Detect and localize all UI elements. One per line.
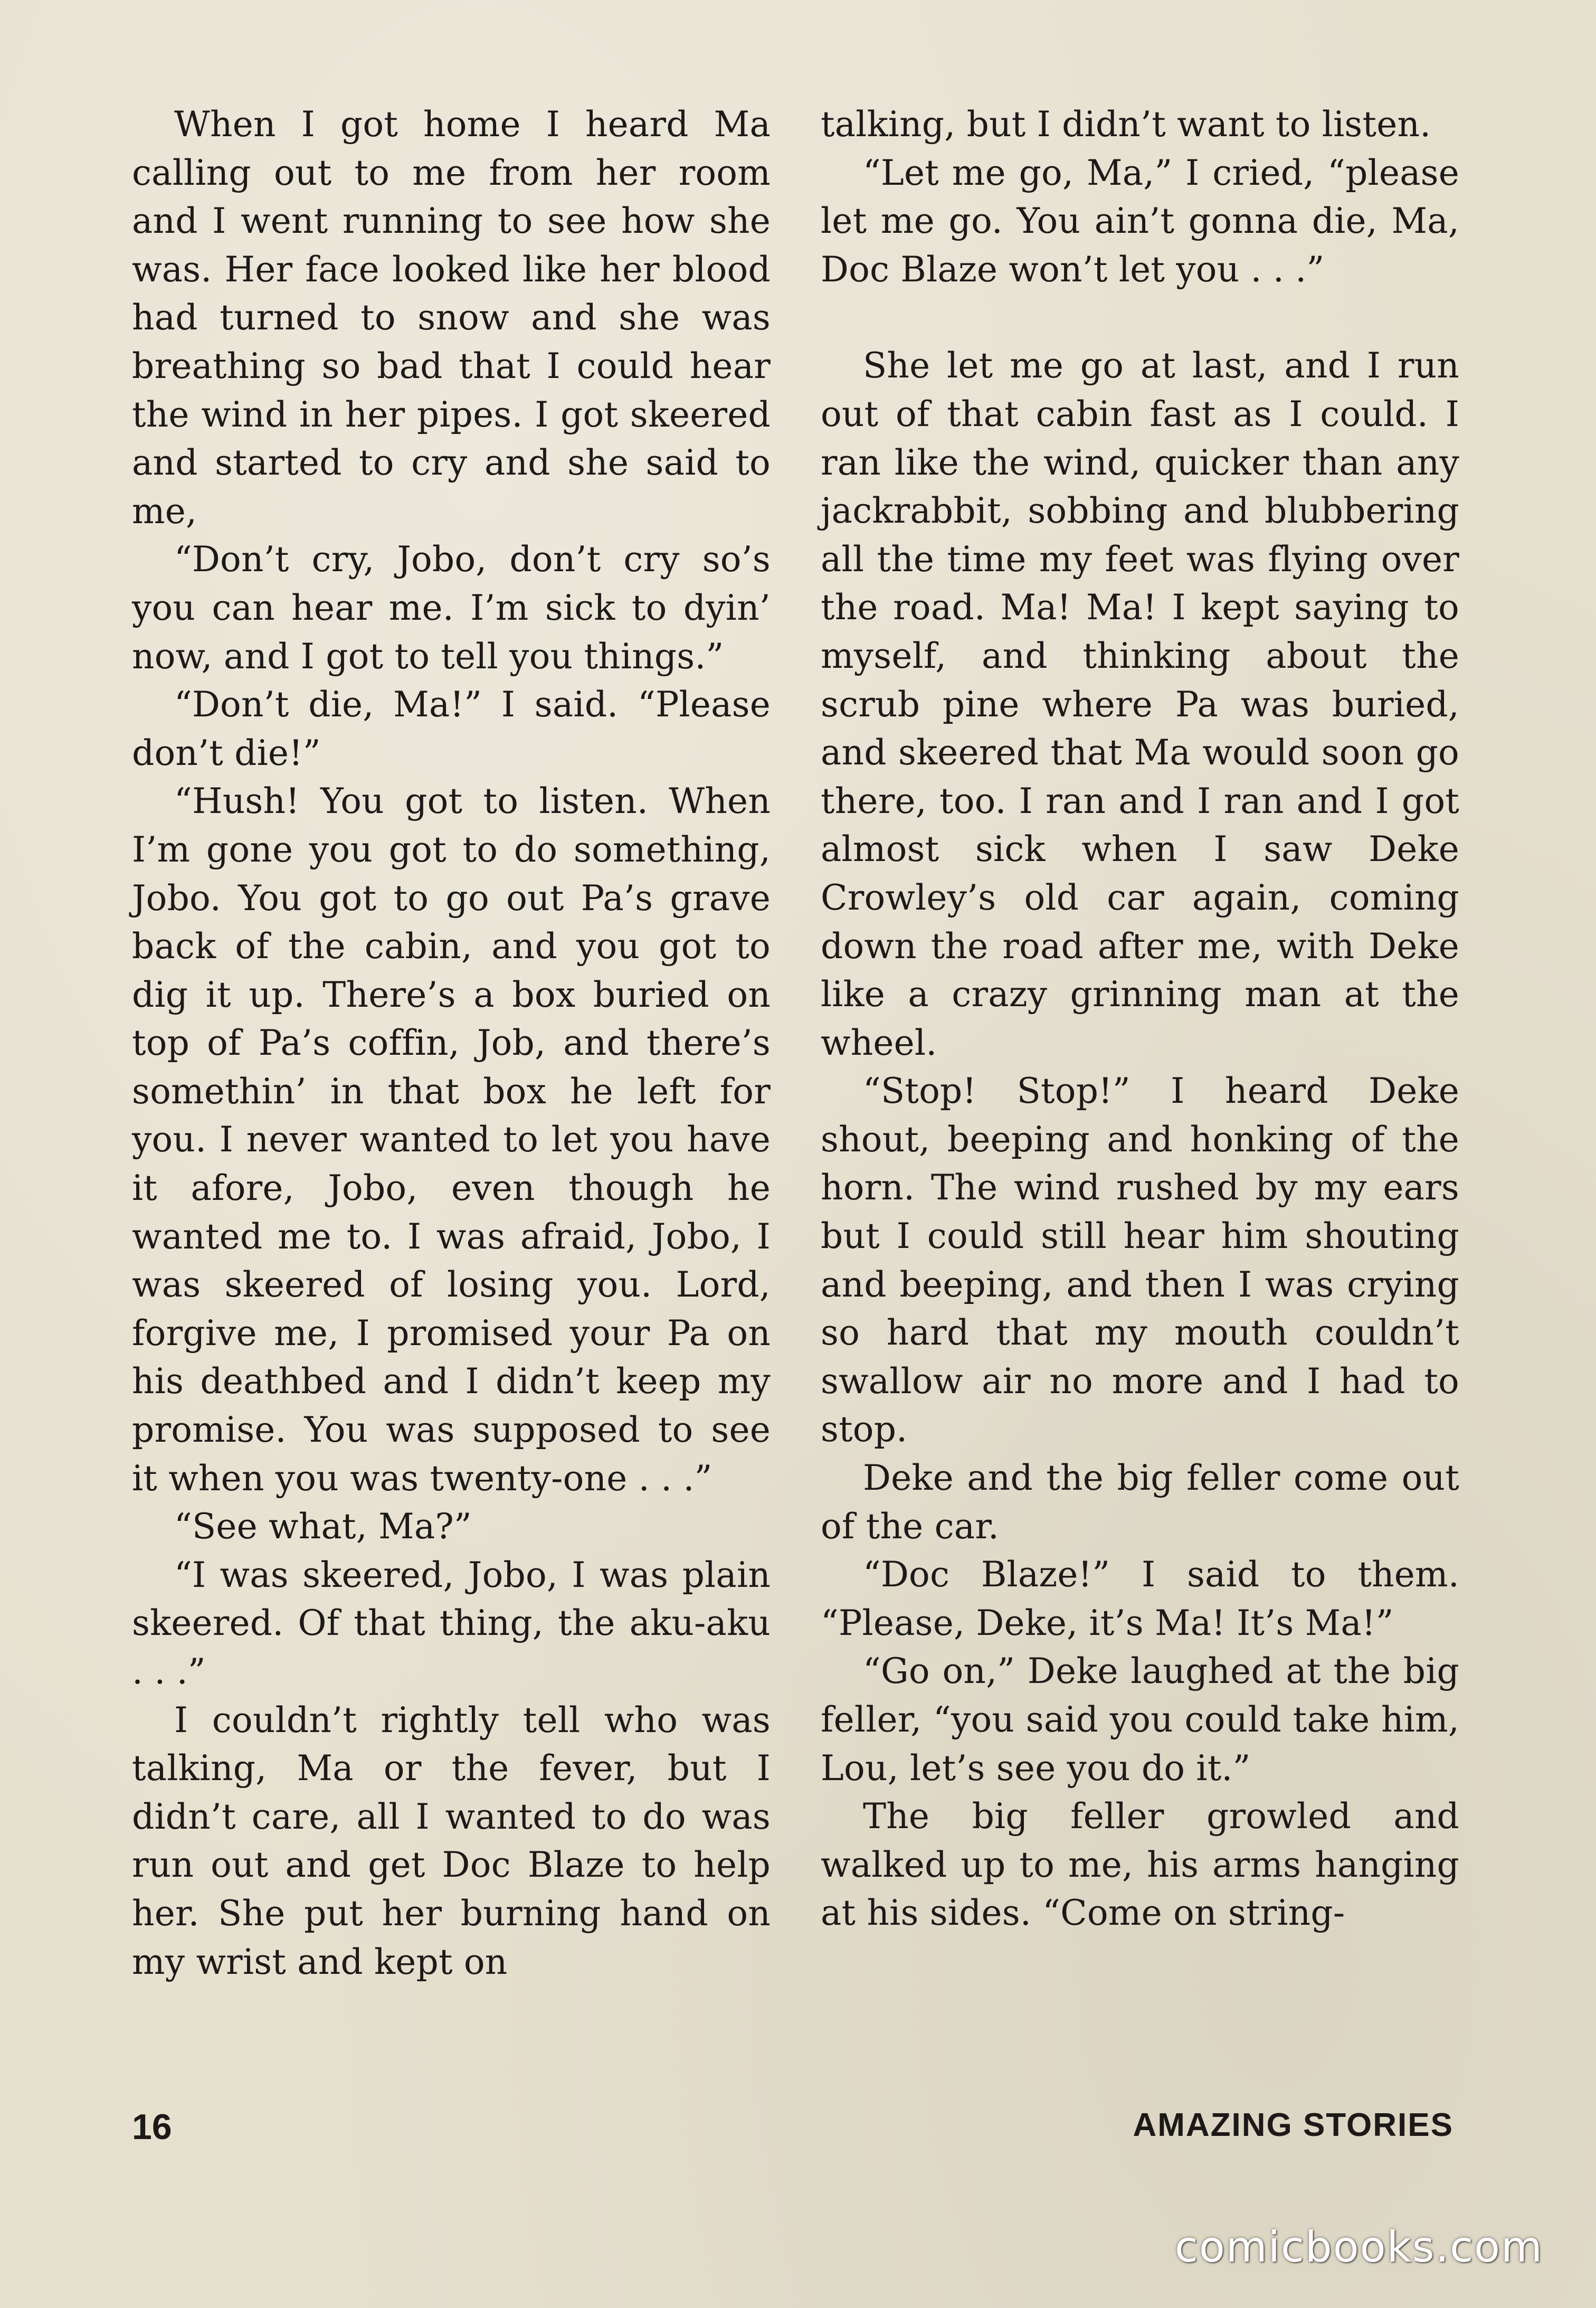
running-head: AMAZING STORIES [1133,2107,1454,2143]
paragraph: “See what, Ma?” [174,1506,472,1547]
paragraph: She let me go at last, and I run out of that cabin fast as I could. I ran like the wind, quicker than any jackrabbit, sobbing and blubbering all the time my feet was flying over the road. Ma! Ma! I kept saying to myself, and thinking about the scrub pine where Pa was buried, and skeered that Ma would soon go there, too. I ran and I ran and I got almost sick when I saw Deke Crowley’s old car again, coming down the road after me, with Deke like a crazy grinning man at the wheel. [821,345,1459,1063]
watermark: comicbooks.com [1174,2222,1543,2272]
text-column-right [821,100,1459,1937]
paragraph: “Don’t die, Ma!” I said. “Please don’t die!” [132,684,771,773]
paragraph: “Doc Blaze!” I said to them. “Please, Deke, it’s Ma! It’s Ma!” [821,1554,1459,1643]
paragraph: “Hush! You got to listen. When I’m gone you got to do something, Jobo. You got to go out Pa’s grave back of the cabin, and you got to dig it up. There’s a box buried on top of Pa’s coffin, Job, and there’s somethin’ in that box he left for you. I never wanted to let you have it afore, Jobo, even though he wanted me to. I was afraid, Jobo, I was skeered of losing you. Lord, forgive me, I promised your Pa on his deathbed and I didn’t keep my promise. You was supposed to see it when you was twenty-one . . .” [132,781,771,1499]
paragraph-continued: talking, but I didn’t want to listen. [821,104,1431,145]
paragraph: Deke and the big feller come out of the car. [821,1458,1459,1547]
paragraph: When I got home I heard Ma calling out to me from her room and I went running to see how she was. Her face looked like her blood had turned to snow and she was breathing so bad that I could hear the wind in her pipes. I got skeered and started to cry and she said to me, [132,104,771,532]
paragraph: “Don’t cry, Jobo, don’t cry so’s you can hear me. I’m sick to dyin’ now, and I got to tell you things.” [132,539,771,677]
page-number: 16 [132,2107,172,2147]
paragraph: “Go on,” Deke laughed at the big feller, “you said you could take him, Lou, let’s see you do it.” [821,1651,1459,1789]
paragraph: “Stop! Stop!” I heard Deke shout, beeping and honking of the horn. The wind rushed by my ears but I could still hear him shouting and beeping, and then I was crying so hard that my mouth couldn’t swallow air no more and I had to stop. [821,1071,1459,1450]
paragraph: “Let me go, Ma,” I cried, “please let me go. You ain’t gonna die, Ma, Doc Blaze won’t let you . . .” [821,152,1459,290]
paragraph: “I was skeered, Jobo, I was plain skeered. Of that thing, the aku-aku . . .” [132,1554,771,1692]
paragraph: The big feller growled and walked up to me, his arms hanging at his sides. “Come on string- [821,1796,1459,1934]
text-column-left [132,100,771,1986]
paragraph: I couldn’t rightly tell who was talking, Ma or the fever, but I didn’t care, all I wanted to do was run out and get Doc Blaze to help her. She put her burning hand on my wrist and kept on [132,1699,771,1982]
